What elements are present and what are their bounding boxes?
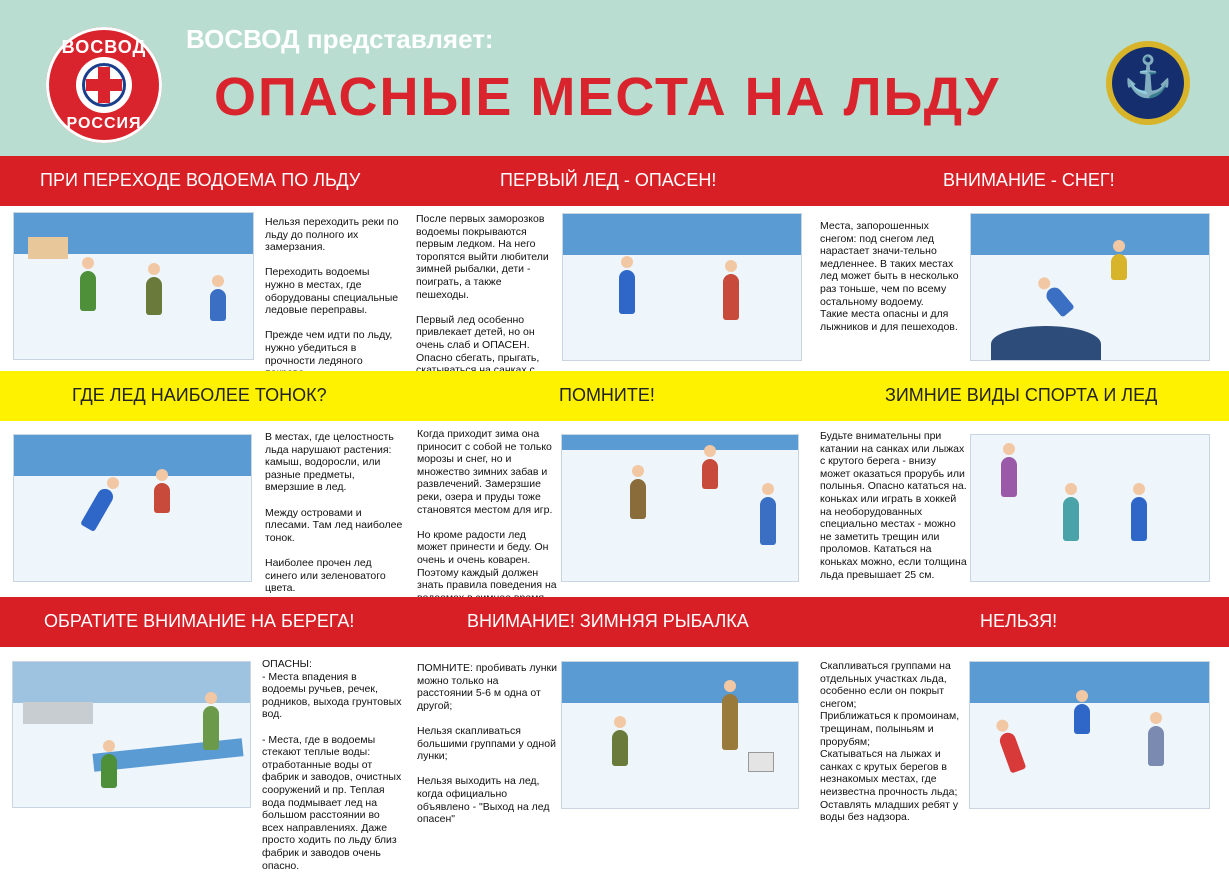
presents-text: ВОСВОД представляет: bbox=[186, 24, 494, 54]
illustration-crossing bbox=[13, 212, 254, 360]
text-remember: Когда приходит зима она приносит с собой не только морозы и снег, но и множество зимних забав и развлечений. Замерзшие реки, озера и пруды тоже становятся местом для игр. Но кроме радости лед может принести и беду. Он очень и очень коварен. Поэтому каждый должен знать правила поведения на bbox=[417, 428, 557, 592]
heading-fishing: ВНИМАНИЕ! ЗИМНЯЯ РЫБАЛКА bbox=[467, 611, 749, 631]
heading-remember: ПОМНИТЕ! bbox=[559, 385, 655, 405]
text-fishing: ПОМНИТЕ: пробивать лунки можно только на расстоянии 5-6 м одна от другой; Нельзя скапливаться большими группами у одной лунки; Нельзя выходить на лед, когда официально объявлено - "Выход на лед опасен" bbox=[417, 662, 557, 826]
illustration-shores bbox=[12, 661, 251, 808]
illustration-winter-fun bbox=[561, 434, 799, 582]
illustration-winter-sports bbox=[970, 434, 1210, 582]
heading-snow: ВНИМАНИЕ - СНЕГ! bbox=[943, 170, 1115, 190]
heading-shores: ОБРАТИТЕ ВНИМАНИЕ НА БЕРЕГА! bbox=[44, 611, 355, 631]
illustration-fishing bbox=[561, 661, 799, 809]
illustration-first-ice bbox=[562, 213, 802, 361]
page-title: ОПАСНЫЕ МЕСТА НА ЛЬДУ bbox=[214, 67, 1001, 127]
section-band-3 bbox=[0, 597, 1229, 647]
logo-text-bottom: РОССИЯ bbox=[66, 115, 142, 132]
heading-forbidden: НЕЛЬЗЯ! bbox=[980, 611, 1058, 631]
navy-emblem bbox=[1106, 41, 1190, 125]
logo-text-top: ВОСВОД bbox=[61, 37, 147, 57]
text-winter-sports: Будьте внимательны при катании на санках или лыжах с крутого берега - внизу может оказаться прорубь или полынья. Опасно кататься на. коньках или играть в хоккей на необорудованных специально местах - можно не заметить трещин или проломов. Кататься на коньках можно, если толщина льда превышает 25 см. bbox=[820, 430, 967, 581]
vosvod-logo bbox=[46, 27, 162, 143]
text-crossing: Нельзя переходить реки по льду до полного их замерзания. Переходить водоемы нужно в местах, где оборудованы специальные ледовые переправы. Прежде чем идти по льду, нужно убедиться в прочности ледяного bbox=[265, 216, 399, 367]
heading-winter-sports: ЗИМНИЕ ВИДЫ СПОРТА И ЛЕД bbox=[885, 385, 1158, 405]
anchor-emblem-icon: ⚓ bbox=[1123, 55, 1173, 99]
heading-first-ice: ПЕРВЫЙ ЛЕД - ОПАСЕН! bbox=[500, 170, 717, 190]
illustration-forbidden bbox=[969, 661, 1210, 809]
text-shores: ОПАСНЫ: - Места впадения в водоемы ручьев, речек, родников, выхода грунтовых вод. - Места, где в водоемы стекают теплые воды: отработанные воды от фабрик и заводов, очистных сооружений и пр. Теплая вода подмывает лед на большом расстоянии во всех направлениях. Даже просто ходить по льду близ фабрик и заводов очень опасно. bbox=[262, 658, 402, 872]
text-thin-ice: В местах, где целостность льда нарушают растения: камыш, водоросли, или разные предметы, вмерзшие в лед. Между островами и плесами. Там лед наиболее тонок. Наиболее прочен лед синего или зеленоватого цвета. bbox=[265, 431, 403, 595]
section-band-1 bbox=[0, 156, 1229, 206]
heading-thin-ice: ГДЕ ЛЕД НАИБОЛЕЕ ТОНОК? bbox=[72, 385, 327, 405]
illustration-thin-ice bbox=[13, 434, 252, 582]
heading-crossing: ПРИ ПЕРЕХОДЕ ВОДОЕМА ПО ЛЬДУ bbox=[40, 170, 361, 190]
text-snow: Места, запорошенных снегом: под снегом лед нарастает значи-тельно медленнее. В таких местах лед может быть в несколько раз тоньше, чем по всему остальному водоему. Такие места опасны и для лыжников и для пешеходов. bbox=[820, 220, 959, 333]
section-band-2 bbox=[0, 371, 1229, 421]
text-forbidden: Скапливаться группами на отдельных участках льда, особенно если он покрыт снегом; Приближаться к промоинам, трещинам, полыньям и прорубям; Скатываться на лыжах и санках с крутых берегов в незнакомых местах, где неизвестна прочность льда; Оставлять младших ребят у воды без надзора. bbox=[820, 660, 960, 824]
text-first-ice: После первых заморозков водоемы покрываются первым ледком. На него торопятся выйти любители зимней рыбалки, дети - поиграть, а также пешеходы. Первый лед особенно привлекает детей, но он очень слаб и ОПАСЕН. Опасно сбегать, прыгать, bbox=[416, 213, 549, 364]
illustration-snow bbox=[970, 213, 1210, 361]
